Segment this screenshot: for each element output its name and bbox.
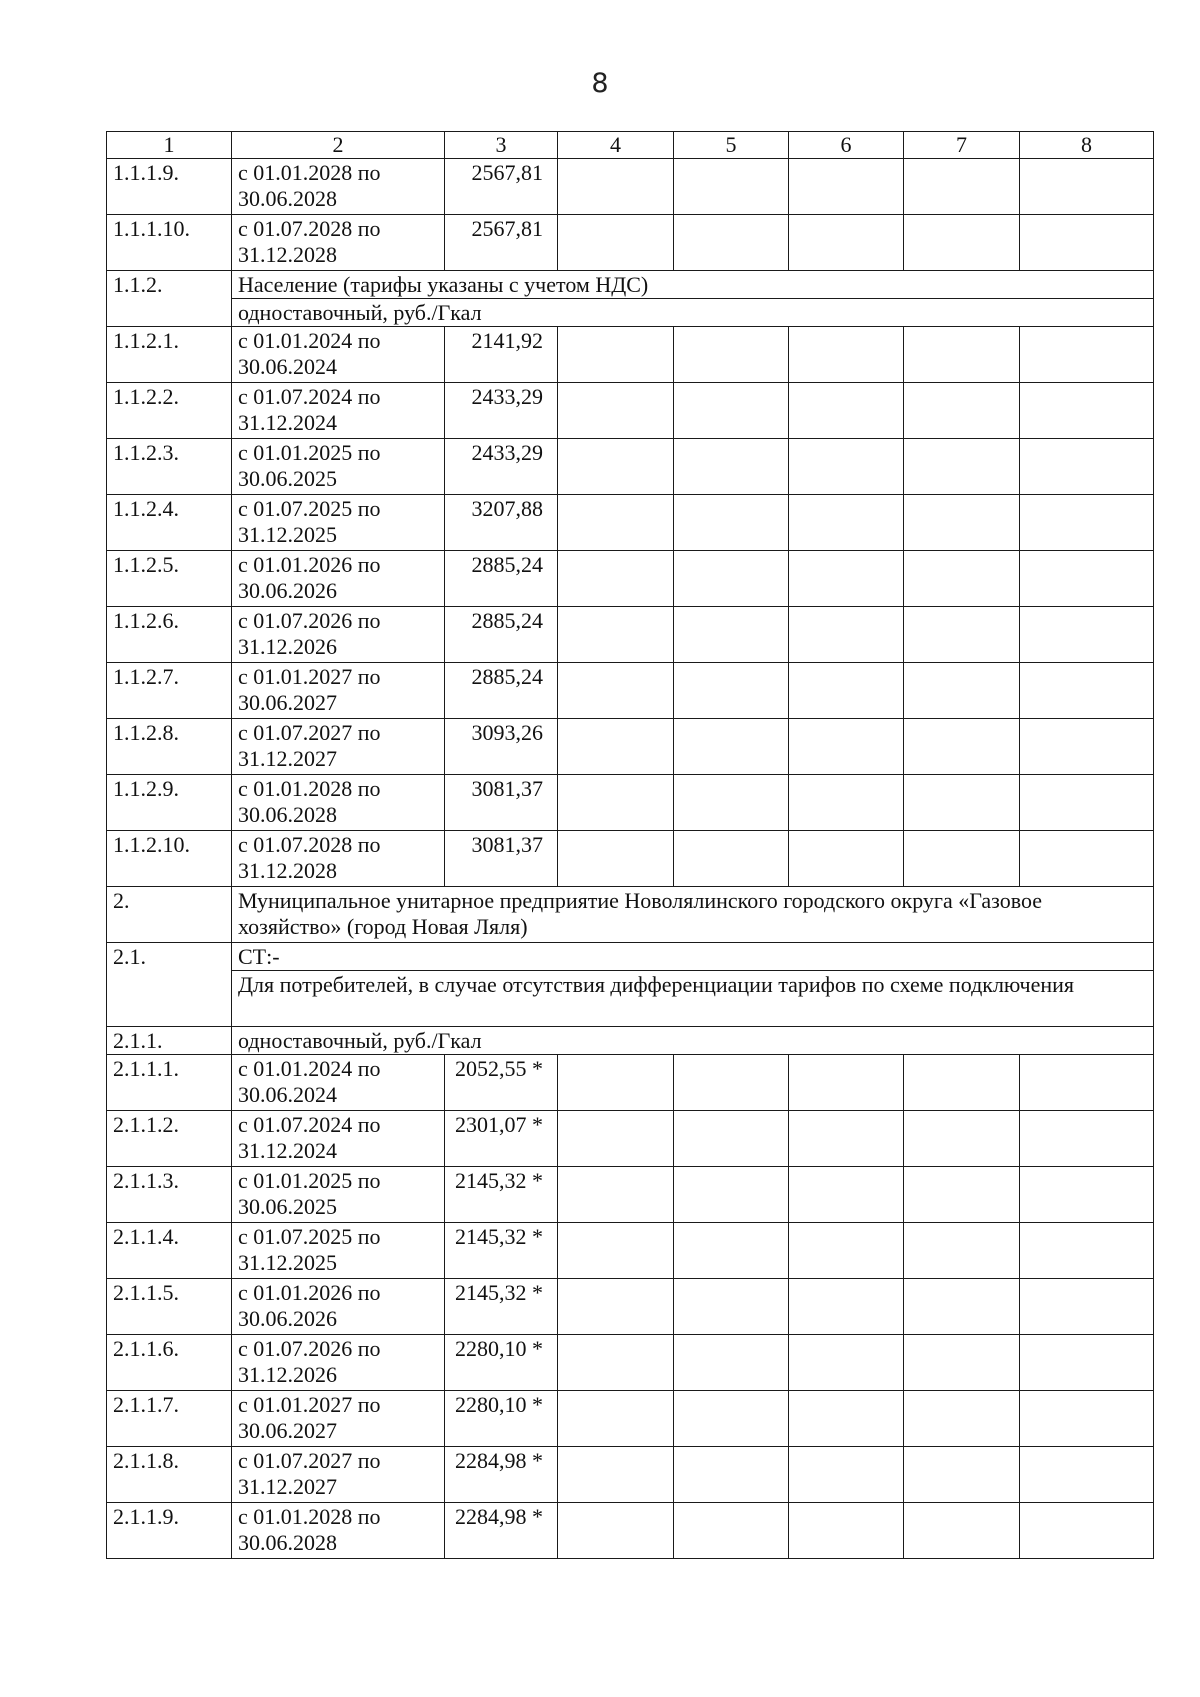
row-number: 2.1.1.5.: [107, 1279, 232, 1335]
column-header: 7: [904, 132, 1020, 159]
empty-cell: [674, 1503, 789, 1559]
period-cell: с 01.01.2028 по 30.06.2028: [232, 775, 445, 831]
empty-cell: [1020, 327, 1154, 383]
row-number: 1.1.2.6.: [107, 607, 232, 663]
empty-cell: [674, 607, 789, 663]
empty-cell: [558, 1503, 674, 1559]
empty-cell: [1020, 383, 1154, 439]
section-title: одноставочный, руб./Гкал: [232, 1027, 1154, 1055]
empty-cell: [674, 1279, 789, 1335]
tariff-value: 2567,81: [445, 159, 558, 215]
empty-cell: [674, 383, 789, 439]
tariff-value: 2141,92: [445, 327, 558, 383]
empty-cell: [789, 831, 904, 887]
empty-cell: [904, 327, 1020, 383]
table-row: [107, 607, 1154, 663]
empty-cell: [674, 1447, 789, 1503]
empty-cell: [904, 719, 1020, 775]
row-number: 2.1.1.1.: [107, 1055, 232, 1111]
period-cell: с 01.01.2028 по 30.06.2028: [232, 159, 445, 215]
table-row: [107, 215, 1154, 271]
empty-cell: [558, 215, 674, 271]
tariff-value: 3081,37: [445, 831, 558, 887]
empty-cell: [1020, 663, 1154, 719]
empty-cell: [558, 719, 674, 775]
empty-cell: [1020, 719, 1154, 775]
row-number: 1.1.2.4.: [107, 495, 232, 551]
empty-cell: [789, 495, 904, 551]
table-row: [107, 551, 1154, 607]
row-number: 1.1.2.8.: [107, 719, 232, 775]
table-row: [107, 439, 1154, 495]
tariff-value: 2280,10 *: [445, 1391, 558, 1447]
empty-cell: [789, 159, 904, 215]
tariff-value: 2284,98 *: [445, 1503, 558, 1559]
empty-cell: [558, 1111, 674, 1167]
empty-cell: [904, 551, 1020, 607]
tariff-value: 2567,81: [445, 215, 558, 271]
empty-cell: [904, 1111, 1020, 1167]
page-number: 8: [591, 68, 609, 99]
column-header: 2: [232, 132, 445, 159]
tariff-value: 2301,07 *: [445, 1111, 558, 1167]
table-row: [107, 1391, 1154, 1447]
empty-cell: [674, 1055, 789, 1111]
row-number: 1.1.2.1.: [107, 327, 232, 383]
empty-cell: [904, 1503, 1020, 1559]
empty-cell: [904, 1223, 1020, 1279]
empty-cell: [904, 159, 1020, 215]
empty-cell: [674, 327, 789, 383]
empty-cell: [904, 607, 1020, 663]
empty-cell: [904, 1055, 1020, 1111]
table-row: [107, 495, 1154, 551]
row-number: 2.1.1.7.: [107, 1391, 232, 1447]
empty-cell: [904, 1447, 1020, 1503]
empty-cell: [558, 1335, 674, 1391]
empty-cell: [1020, 551, 1154, 607]
period-cell: с 01.07.2025 по 31.12.2025: [232, 1223, 445, 1279]
period-cell: с 01.01.2026 по 30.06.2026: [232, 1279, 445, 1335]
empty-cell: [558, 607, 674, 663]
empty-cell: [1020, 1223, 1154, 1279]
header-row: [107, 132, 1154, 159]
section-row: [107, 887, 1154, 943]
empty-cell: [789, 719, 904, 775]
section-row: [107, 943, 1154, 971]
section-number: 2.: [107, 887, 232, 943]
empty-cell: [1020, 439, 1154, 495]
empty-cell: [558, 159, 674, 215]
section-title: СТ:-: [232, 943, 1154, 971]
empty-cell: [904, 439, 1020, 495]
empty-cell: [1020, 1279, 1154, 1335]
column-header: 3: [445, 132, 558, 159]
table-row: [107, 383, 1154, 439]
empty-cell: [674, 663, 789, 719]
column-header: 5: [674, 132, 789, 159]
empty-cell: [789, 1503, 904, 1559]
empty-cell: [558, 1223, 674, 1279]
row-number: 1.1.1.9.: [107, 159, 232, 215]
period-cell: с 01.01.2025 по 30.06.2025: [232, 439, 445, 495]
empty-cell: [904, 1335, 1020, 1391]
empty-cell: [674, 1391, 789, 1447]
tariff-value: 2284,98 *: [445, 1447, 558, 1503]
period-cell: с 01.07.2024 по 31.12.2024: [232, 1111, 445, 1167]
row-number: 2.1.1.8.: [107, 1447, 232, 1503]
table-row: [107, 663, 1154, 719]
empty-cell: [674, 439, 789, 495]
table-row: [107, 831, 1154, 887]
empty-cell: [789, 1223, 904, 1279]
empty-cell: [789, 1279, 904, 1335]
empty-cell: [789, 1111, 904, 1167]
empty-cell: [789, 215, 904, 271]
table-row: [107, 1279, 1154, 1335]
row-number: 1.1.2.10.: [107, 831, 232, 887]
row-number: 2.1.1.4.: [107, 1223, 232, 1279]
tariff-value: 3081,37: [445, 775, 558, 831]
empty-cell: [904, 663, 1020, 719]
section-title: Муниципальное унитарное предприятие Новолялинского городского округа «Газовое хозяйство» (город Новая Ляля): [232, 887, 1154, 943]
period-cell: с 01.07.2027 по 31.12.2027: [232, 1447, 445, 1503]
empty-cell: [558, 775, 674, 831]
tariff-table-body: [107, 132, 1154, 1559]
empty-cell: [1020, 1447, 1154, 1503]
empty-cell: [789, 663, 904, 719]
empty-cell: [558, 831, 674, 887]
section-row: [107, 1027, 1154, 1055]
empty-cell: [904, 383, 1020, 439]
empty-cell: [1020, 1503, 1154, 1559]
row-number: 2.1.1.3.: [107, 1167, 232, 1223]
row-number: 1.1.2.3.: [107, 439, 232, 495]
section-row: [107, 971, 1154, 1027]
tariff-value: 2885,24: [445, 551, 558, 607]
empty-cell: [789, 775, 904, 831]
tariff-value: 2885,24: [445, 607, 558, 663]
empty-cell: [1020, 1391, 1154, 1447]
empty-cell: [674, 775, 789, 831]
empty-cell: [558, 327, 674, 383]
row-number: 1.1.1.10.: [107, 215, 232, 271]
period-cell: с 01.07.2027 по 31.12.2027: [232, 719, 445, 775]
empty-cell: [558, 1391, 674, 1447]
empty-cell: [674, 215, 789, 271]
empty-cell: [674, 1335, 789, 1391]
empty-cell: [1020, 1055, 1154, 1111]
period-cell: с 01.01.2028 по 30.06.2028: [232, 1503, 445, 1559]
tariff-value: 2145,32 *: [445, 1279, 558, 1335]
column-header: 8: [1020, 132, 1154, 159]
empty-cell: [674, 159, 789, 215]
empty-cell: [789, 1167, 904, 1223]
section-title: Для потребителей, в случае отсутствия дифференциации тарифов по схеме подключения: [232, 971, 1154, 1027]
empty-cell: [558, 495, 674, 551]
table-row: [107, 1447, 1154, 1503]
empty-cell: [674, 1111, 789, 1167]
empty-cell: [1020, 607, 1154, 663]
tariff-table: [106, 131, 1154, 1559]
tariff-value: 2885,24: [445, 663, 558, 719]
period-cell: с 01.01.2025 по 30.06.2025: [232, 1167, 445, 1223]
period-cell: с 01.07.2028 по 31.12.2028: [232, 215, 445, 271]
empty-cell: [674, 1167, 789, 1223]
table-row: [107, 1055, 1154, 1111]
empty-cell: [674, 831, 789, 887]
section-number: 2.1.: [107, 943, 232, 1027]
empty-cell: [1020, 495, 1154, 551]
section-number: 2.1.1.: [107, 1027, 232, 1055]
empty-cell: [674, 1223, 789, 1279]
row-number: 1.1.2.9.: [107, 775, 232, 831]
section-title: Население (тарифы указаны с учетом НДС): [232, 271, 1154, 299]
empty-cell: [558, 383, 674, 439]
table-row: [107, 1223, 1154, 1279]
empty-cell: [789, 383, 904, 439]
empty-cell: [904, 1279, 1020, 1335]
column-header: 4: [558, 132, 674, 159]
tariff-value: 3093,26: [445, 719, 558, 775]
tariff-value: 2433,29: [445, 439, 558, 495]
row-number: 1.1.2.5.: [107, 551, 232, 607]
empty-cell: [558, 663, 674, 719]
period-cell: с 01.01.2026 по 30.06.2026: [232, 551, 445, 607]
empty-cell: [904, 215, 1020, 271]
empty-cell: [674, 495, 789, 551]
empty-cell: [1020, 1111, 1154, 1167]
table-row: [107, 327, 1154, 383]
empty-cell: [558, 1279, 674, 1335]
empty-cell: [1020, 831, 1154, 887]
empty-cell: [789, 1391, 904, 1447]
section-number: 1.1.2.: [107, 271, 232, 327]
tariff-value: 2433,29: [445, 383, 558, 439]
tariff-value: 3207,88: [445, 495, 558, 551]
empty-cell: [558, 1167, 674, 1223]
empty-cell: [1020, 215, 1154, 271]
empty-cell: [674, 551, 789, 607]
tariff-value: 2052,55 *: [445, 1055, 558, 1111]
period-cell: с 01.07.2025 по 31.12.2025: [232, 495, 445, 551]
empty-cell: [904, 1167, 1020, 1223]
period-cell: с 01.01.2024 по 30.06.2024: [232, 1055, 445, 1111]
empty-cell: [789, 439, 904, 495]
row-number: 2.1.1.6.: [107, 1335, 232, 1391]
empty-cell: [904, 831, 1020, 887]
empty-cell: [789, 551, 904, 607]
empty-cell: [1020, 1335, 1154, 1391]
empty-cell: [558, 439, 674, 495]
empty-cell: [558, 1055, 674, 1111]
table-row: [107, 1111, 1154, 1167]
column-header: 1: [107, 132, 232, 159]
table-row: [107, 1167, 1154, 1223]
period-cell: с 01.01.2027 по 30.06.2027: [232, 663, 445, 719]
tariff-value: 2280,10 *: [445, 1335, 558, 1391]
table-row: [107, 1335, 1154, 1391]
table-row: [107, 775, 1154, 831]
empty-cell: [1020, 775, 1154, 831]
section-row: [107, 271, 1154, 299]
table-row: [107, 719, 1154, 775]
empty-cell: [1020, 1167, 1154, 1223]
empty-cell: [904, 495, 1020, 551]
empty-cell: [904, 775, 1020, 831]
empty-cell: [789, 1447, 904, 1503]
tariff-value: 2145,32 *: [445, 1223, 558, 1279]
section-row: [107, 299, 1154, 327]
empty-cell: [1020, 159, 1154, 215]
section-title: одноставочный, руб./Гкал: [232, 299, 1154, 327]
empty-cell: [558, 1447, 674, 1503]
row-number: 2.1.1.2.: [107, 1111, 232, 1167]
empty-cell: [904, 1391, 1020, 1447]
empty-cell: [558, 551, 674, 607]
period-cell: с 01.07.2026 по 31.12.2026: [232, 607, 445, 663]
row-number: 1.1.2.2.: [107, 383, 232, 439]
table-row: [107, 1503, 1154, 1559]
empty-cell: [674, 719, 789, 775]
table-row: [107, 159, 1154, 215]
period-cell: с 01.01.2027 по 30.06.2027: [232, 1391, 445, 1447]
period-cell: с 01.07.2024 по 31.12.2024: [232, 383, 445, 439]
tariff-value: 2145,32 *: [445, 1167, 558, 1223]
empty-cell: [789, 1335, 904, 1391]
empty-cell: [789, 607, 904, 663]
period-cell: с 01.07.2026 по 31.12.2026: [232, 1335, 445, 1391]
empty-cell: [789, 327, 904, 383]
period-cell: с 01.07.2028 по 31.12.2028: [232, 831, 445, 887]
column-header: 6: [789, 132, 904, 159]
row-number: 1.1.2.7.: [107, 663, 232, 719]
empty-cell: [789, 1055, 904, 1111]
row-number: 2.1.1.9.: [107, 1503, 232, 1559]
period-cell: с 01.01.2024 по 30.06.2024: [232, 327, 445, 383]
